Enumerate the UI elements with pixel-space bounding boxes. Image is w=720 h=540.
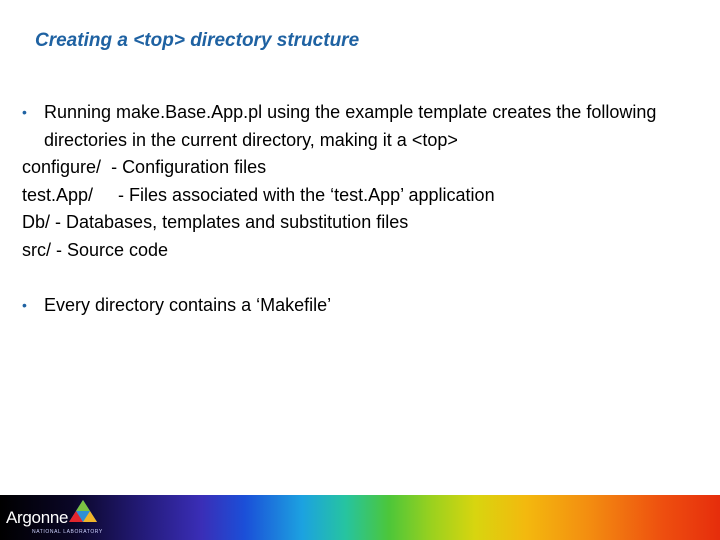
logo-wordmark: Argonne: [6, 508, 69, 527]
slide-content: [22, 99, 702, 320]
directory-line-db: [22, 209, 702, 237]
directory-name: test.App/: [22, 184, 94, 205]
directory-line-configure: [22, 154, 702, 182]
argonne-logo: [4, 496, 104, 538]
spacer: [22, 264, 702, 292]
bullet-text: Every directory contains a ‘Makefile’: [44, 295, 332, 315]
bullet-icon: •: [22, 104, 27, 120]
argonne-triangle-icon: [68, 499, 98, 523]
directory-separator: -: [51, 239, 67, 260]
footer-spectrum-bar: [0, 495, 720, 540]
logo-subtitle: NATIONAL LABORATORY: [32, 529, 103, 535]
directory-separator: -: [50, 212, 67, 232]
directory-name: configure/: [22, 157, 102, 177]
bullet-item-1: [22, 99, 702, 154]
directory-line-testapp: [22, 182, 702, 210]
slide-title: Creating a <top> directory structure: [35, 30, 360, 51]
directory-description: Configuration files: [122, 157, 267, 177]
directory-line-src: [22, 237, 702, 265]
directory-separator: -: [101, 157, 123, 177]
directory-separator: -: [93, 184, 130, 205]
directory-description: Files associated with the ‘test.App’ application: [129, 184, 495, 205]
bullet-text: Running make.Base.App.pl using the example template creates the following directories in the current directory, making it a <top>: [44, 102, 657, 150]
directory-description: Databases, templates and substitution files: [66, 212, 409, 232]
directory-name: src/: [22, 239, 51, 260]
directory-description: Source code: [67, 239, 169, 260]
directory-name: Db/: [22, 212, 51, 232]
bullet-item-2: [22, 292, 702, 320]
bullet-icon: •: [22, 297, 27, 313]
